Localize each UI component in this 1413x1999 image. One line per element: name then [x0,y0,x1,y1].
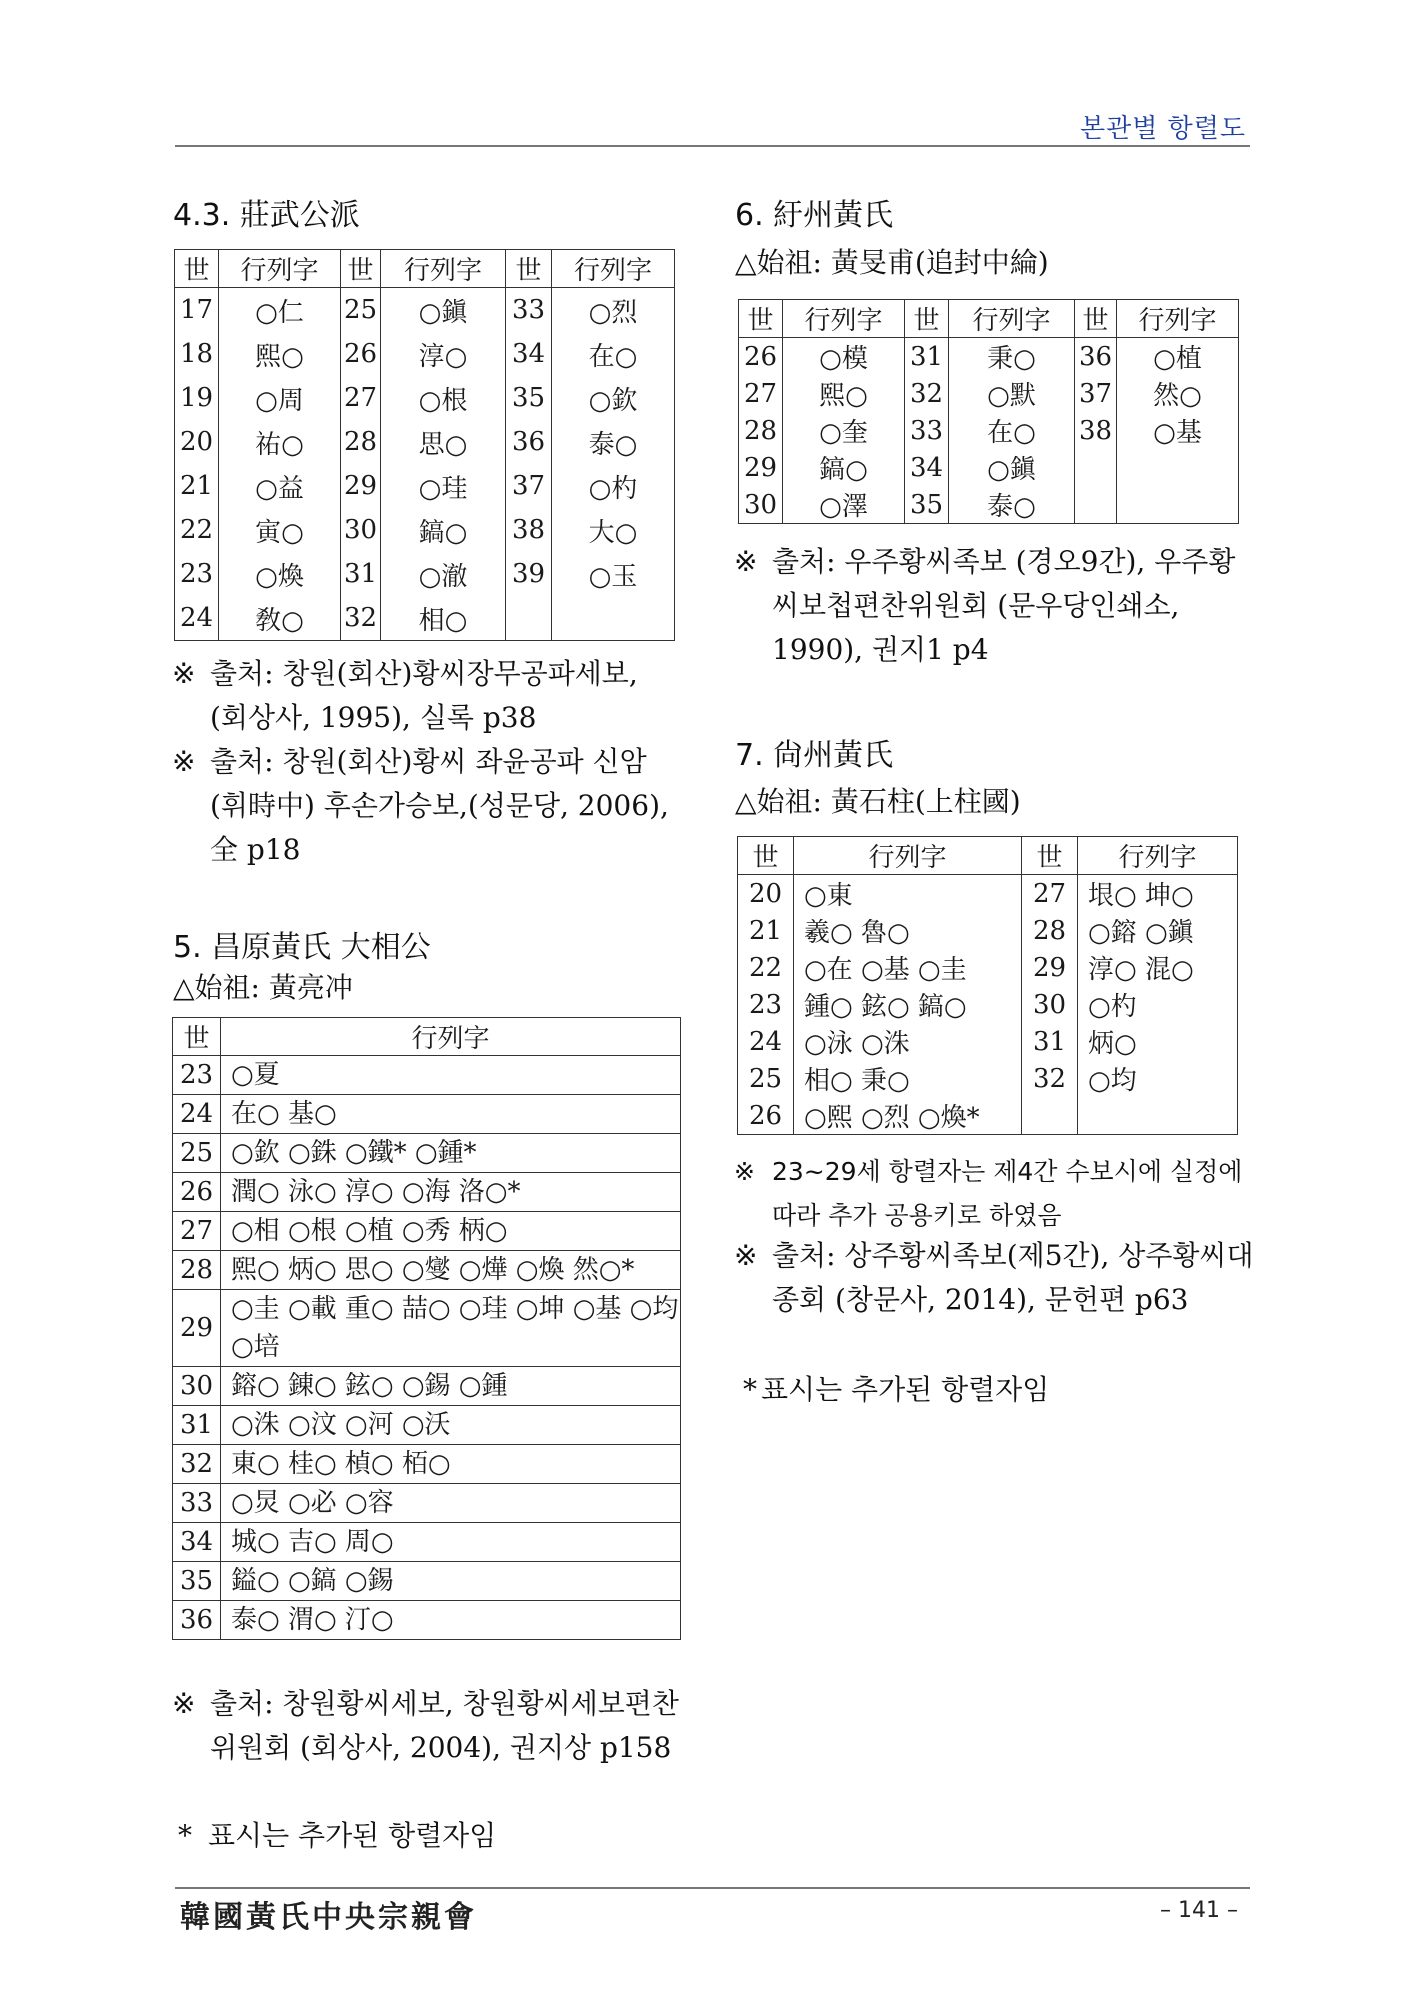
table-row [739,338,1239,376]
generation-cell: 23 [173,1056,221,1095]
generation-cell: 31 [905,338,949,376]
table-row [175,596,675,641]
note-text: 출처: 창원(회산)황씨 좌윤공파 신암(휘時中) 후손가승보,(성문당, 2006), 全 p18 [210,745,669,866]
generation-cell: 24 [175,596,219,641]
generation-cell: 35 [506,376,552,420]
characters-cell: ○熙 ○烈 ○煥* [794,1097,1022,1135]
section-title-4-3: 4.3. 莊武公派 [173,198,360,233]
characters-cell: ○洙 ○汶 ○河 ○沃 [221,1406,681,1445]
characters-cell: ○基 [1117,412,1239,449]
header-cell: 世 [905,300,949,338]
generation-cell: 32 [1022,1060,1078,1097]
characters-cell: ○欽 ○銖 ○鐵* ○鍾* [221,1134,681,1173]
generation-cell: 32 [341,596,381,641]
header-cell: 行列字 [381,250,506,288]
characters-cell: 鎬○ [381,508,506,552]
table-row [738,875,1238,913]
generation-cell: 31 [1022,1023,1078,1060]
generation-cell: 36 [173,1601,221,1640]
generation-cell: 26 [738,1097,794,1135]
source-note [734,1234,1254,1322]
generation-cell: 32 [905,375,949,412]
footer-org-name: 韓國黃氏中央宗親會 [180,1900,477,1935]
founder-line: △始祖: 黃旻甫(追封中綸) [735,246,1049,279]
characters-cell: 敎○ [219,596,341,641]
characters-cell: ○澤 [783,486,905,524]
table-row [738,1023,1238,1060]
characters-cell: 淳○ 混○ [1078,949,1238,986]
generation-table-7 [737,836,1238,1135]
characters-cell: ○泳 ○洙 [794,1023,1022,1060]
table-row [173,1445,681,1484]
source-note [734,540,1254,672]
generation-cell: 33 [506,288,552,333]
characters-cell: ○默 [949,375,1075,412]
table-row [738,1097,1238,1135]
table-row [173,1562,681,1601]
characters-cell: 熙○ 炳○ 思○ ○燮 ○燁 ○煥 然○* [221,1251,681,1290]
table-row [175,332,675,376]
header-cell: 世 [173,1018,221,1056]
generation-cell: 36 [506,420,552,464]
generation-cell: 21 [175,464,219,508]
characters-cell: ○周 [219,376,341,420]
header-cell: 世 [739,300,783,338]
header-cell: 世 [341,250,381,288]
characters-cell: ○烈 [552,288,675,333]
generation-cell: 26 [341,332,381,376]
characters-cell: 鎬○ [783,449,905,486]
source-note [172,740,682,872]
characters-cell [1117,449,1239,486]
characters-cell: ○根 [381,376,506,420]
table-row [173,1484,681,1523]
characters-cell: 在○ 基○ [221,1095,681,1134]
note-mark: ※ [172,745,196,778]
generation-cell: 23 [175,552,219,596]
generation-cell: 30 [173,1367,221,1406]
generation-cell: 27 [1022,875,1078,913]
characters-cell [552,596,675,641]
characters-cell: ○杓 [1078,986,1238,1023]
table-row [173,1212,681,1251]
characters-cell: ○奎 [783,412,905,449]
generation-cell: 34 [905,449,949,486]
generation-cell: 25 [341,288,381,333]
generation-cell: 24 [738,1023,794,1060]
note-text: 출처: 상주황씨족보(제5간), 상주황씨대종회 (창문사, 2014), 문헌편 p63 [772,1239,1254,1316]
table-row [173,1095,681,1134]
generation-cell [1075,486,1117,524]
founder-line: △始祖: 黃亮冲 [173,971,353,1004]
characters-cell: ○夏 [221,1056,681,1095]
founder-line: △始祖: 黃石柱(上柱國) [735,785,1021,818]
generation-cell: 32 [173,1445,221,1484]
source-note [178,1814,698,1858]
characters-cell: 炳○ [1078,1023,1238,1060]
characters-cell: ○均 [1078,1060,1238,1097]
header-cell: 行列字 [552,250,675,288]
header-cell: 行列字 [794,837,1022,875]
characters-cell: 祐○ [219,420,341,464]
table-row [175,288,675,333]
generation-cell: 28 [1022,912,1078,949]
characters-cell: ○煥 [219,552,341,596]
table-row [738,912,1238,949]
table-row [173,1056,681,1095]
header-cell: 世 [1075,300,1117,338]
table-row [175,552,675,596]
note-mark: ※ [734,545,758,578]
characters-cell: ○鎔 ○鎭 [1078,912,1238,949]
generation-table-6 [738,299,1239,524]
generation-cell: 17 [175,288,219,333]
generation-cell: 38 [1075,412,1117,449]
table-row [175,420,675,464]
generation-cell: 29 [341,464,381,508]
characters-cell: 鍾○ 鉉○ 鎬○ [794,986,1022,1023]
generation-cell: 31 [173,1406,221,1445]
generation-cell: 35 [905,486,949,524]
note-mark: * [743,1373,757,1406]
generation-cell: 27 [341,376,381,420]
generation-cell: 22 [175,508,219,552]
generation-cell: 25 [738,1060,794,1097]
table-row [173,1173,681,1212]
characters-cell: 寅○ [219,508,341,552]
generation-cell: 20 [175,420,219,464]
generation-cell: 28 [341,420,381,464]
characters-cell: 垠○ 坤○ [1078,875,1238,913]
characters-cell: ○澈 [381,552,506,596]
generation-cell: 39 [506,552,552,596]
generation-cell: 29 [739,449,783,486]
table-row [738,986,1238,1023]
characters-cell [1078,1097,1238,1135]
note-mark: ※ [172,657,196,690]
header-cell: 行列字 [949,300,1075,338]
generation-cell: 28 [173,1251,221,1290]
note-mark: ※ [172,1687,196,1720]
generation-cell: 33 [173,1484,221,1523]
characters-cell: ○在 ○基 ○圭 [794,949,1022,986]
note-mark: * [178,1819,192,1852]
section-title-5: 5. 昌原黃氏 大相公 [173,930,431,965]
section-title-7: 7. 尙州黃氏 [735,738,894,773]
characters-cell: 鎰○ ○鎬 ○錫 [221,1562,681,1601]
generation-table-4-3 [174,249,675,641]
characters-cell: ○仁 [219,288,341,333]
generation-cell: 38 [506,508,552,552]
note-text: 출처: 우주황씨족보 (경오9간), 우주황씨보첩편찬위원회 (문우당인쇄소, 1990), 권지1 p4 [772,545,1236,666]
characters-cell: 在○ [949,412,1075,449]
note-text: 표시는 추가된 항렬자임 [761,1373,1050,1406]
header-cell: 行列字 [1117,300,1239,338]
generation-cell: 34 [173,1523,221,1562]
generation-cell: 30 [341,508,381,552]
generation-cell: 21 [738,912,794,949]
characters-cell: 思○ [381,420,506,464]
header-cell: 世 [506,250,552,288]
characters-cell: ○鎭 [949,449,1075,486]
characters-cell: ○模 [783,338,905,376]
characters-cell: 秉○ [949,338,1075,376]
generation-cell: 25 [173,1134,221,1173]
generation-cell: 35 [173,1562,221,1601]
characters-cell: ○鎭 [381,288,506,333]
generation-cell: 19 [175,376,219,420]
generation-cell: 26 [173,1173,221,1212]
footer-rule [175,1887,1250,1889]
note-text: 출처: 창원(회산)황씨장무공파세보, (회상사, 1995), 실록 p38 [210,657,638,734]
characters-cell: 潤○ 泳○ 淳○ ○海 洛○* [221,1173,681,1212]
characters-cell [1117,486,1239,524]
table-row [738,1060,1238,1097]
table-row [175,464,675,508]
characters-cell: ○玉 [552,552,675,596]
generation-table-5 [172,1017,681,1640]
note-text: 출처: 창원황씨세보, 창원황씨세보편찬위원회 (회상사, 2004), 권지상 p158 [210,1687,679,1764]
source-note [172,652,682,740]
generation-cell: 26 [739,338,783,376]
generation-cell: 24 [173,1095,221,1134]
note-mark: ※ [734,1239,758,1272]
generation-cell: 20 [738,875,794,913]
header-cell: 行列字 [783,300,905,338]
generation-cell: 30 [1022,986,1078,1023]
table-row [738,949,1238,986]
generation-cell: 27 [173,1212,221,1251]
table-row [173,1523,681,1562]
characters-cell: 淳○ [381,332,506,376]
generation-cell: 37 [506,464,552,508]
generation-cell: 36 [1075,338,1117,376]
header-rule [175,145,1250,147]
table-row [739,486,1239,524]
characters-cell: 熙○ [783,375,905,412]
source-note [743,1368,1263,1412]
generation-cell: 30 [739,486,783,524]
header-cell: 行列字 [219,250,341,288]
characters-cell: 鎔○ 錬○ 鉉○ ○錫 ○鍾 [221,1367,681,1406]
characters-cell: 城○ 吉○ 周○ [221,1523,681,1562]
table-row [739,449,1239,486]
generation-cell [1022,1097,1078,1135]
generation-cell: 27 [739,375,783,412]
table-row [739,375,1239,412]
characters-cell: 在○ [552,332,675,376]
generation-cell: 31 [341,552,381,596]
generation-cell: 37 [1075,375,1117,412]
generation-cell: 29 [173,1290,221,1367]
generation-cell: 29 [1022,949,1078,986]
table-row [173,1134,681,1173]
header-cell: 行列字 [1078,837,1238,875]
characters-cell: 東○ 桂○ 楨○ 栢○ [221,1445,681,1484]
characters-cell: ○植 [1117,338,1239,376]
table-row [175,376,675,420]
characters-cell: 泰○ [552,420,675,464]
characters-cell: ○圭 ○載 重○ 喆○ ○珪 ○坤 ○基 ○均 ○培 [221,1290,681,1367]
note-mark: ※ [734,1157,755,1186]
generation-cell: 18 [175,332,219,376]
table-header-row [175,250,675,288]
note-text: 표시는 추가된 항렬자임 [208,1819,497,1852]
running-header: 본관별 항렬도 [1080,114,1246,144]
characters-cell: 羲○ 魯○ [794,912,1022,949]
characters-cell: ○欽 [552,376,675,420]
characters-cell: 然○ [1117,375,1239,412]
table-row [739,412,1239,449]
table-row [173,1601,681,1640]
table-row [173,1367,681,1406]
table-row [175,508,675,552]
generation-cell: 34 [506,332,552,376]
generation-cell: 23 [738,986,794,1023]
characters-cell: ○杓 [552,464,675,508]
table-header-row [738,837,1238,875]
characters-cell: 泰○ 渭○ 汀○ [221,1601,681,1640]
generation-cell: 33 [905,412,949,449]
generation-cell: 28 [739,412,783,449]
header-cell: 行列字 [221,1018,681,1056]
characters-cell: 熙○ [219,332,341,376]
characters-cell: ○炅 ○必 ○容 [221,1484,681,1523]
source-note [172,1682,692,1770]
section-title-6: 6. 紆州黃氏 [735,198,894,233]
characters-cell: ○益 [219,464,341,508]
note-text: 23~29세 항렬자는 제4간 수보시에 실정에 따라 추가 공용키로 하였음 [772,1157,1243,1230]
characters-cell: ○珪 [381,464,506,508]
characters-cell: ○東 [794,875,1022,913]
characters-cell: 相○ 秉○ [794,1060,1022,1097]
generation-cell [1075,449,1117,486]
source-note [734,1150,1254,1238]
table-row [173,1290,681,1367]
characters-cell: 大○ [552,508,675,552]
header-cell: 世 [1022,837,1078,875]
table-header-row [173,1018,681,1056]
characters-cell: 相○ [381,596,506,641]
table-row [173,1406,681,1445]
table-row [173,1251,681,1290]
generation-cell: 22 [738,949,794,986]
characters-cell: ○相 ○根 ○植 ○秀 柄○ [221,1212,681,1251]
header-cell: 世 [738,837,794,875]
characters-cell: 泰○ [949,486,1075,524]
page-number: – 141 – [1160,1898,1238,1923]
header-cell: 世 [175,250,219,288]
table-header-row [739,300,1239,338]
generation-cell [506,596,552,641]
